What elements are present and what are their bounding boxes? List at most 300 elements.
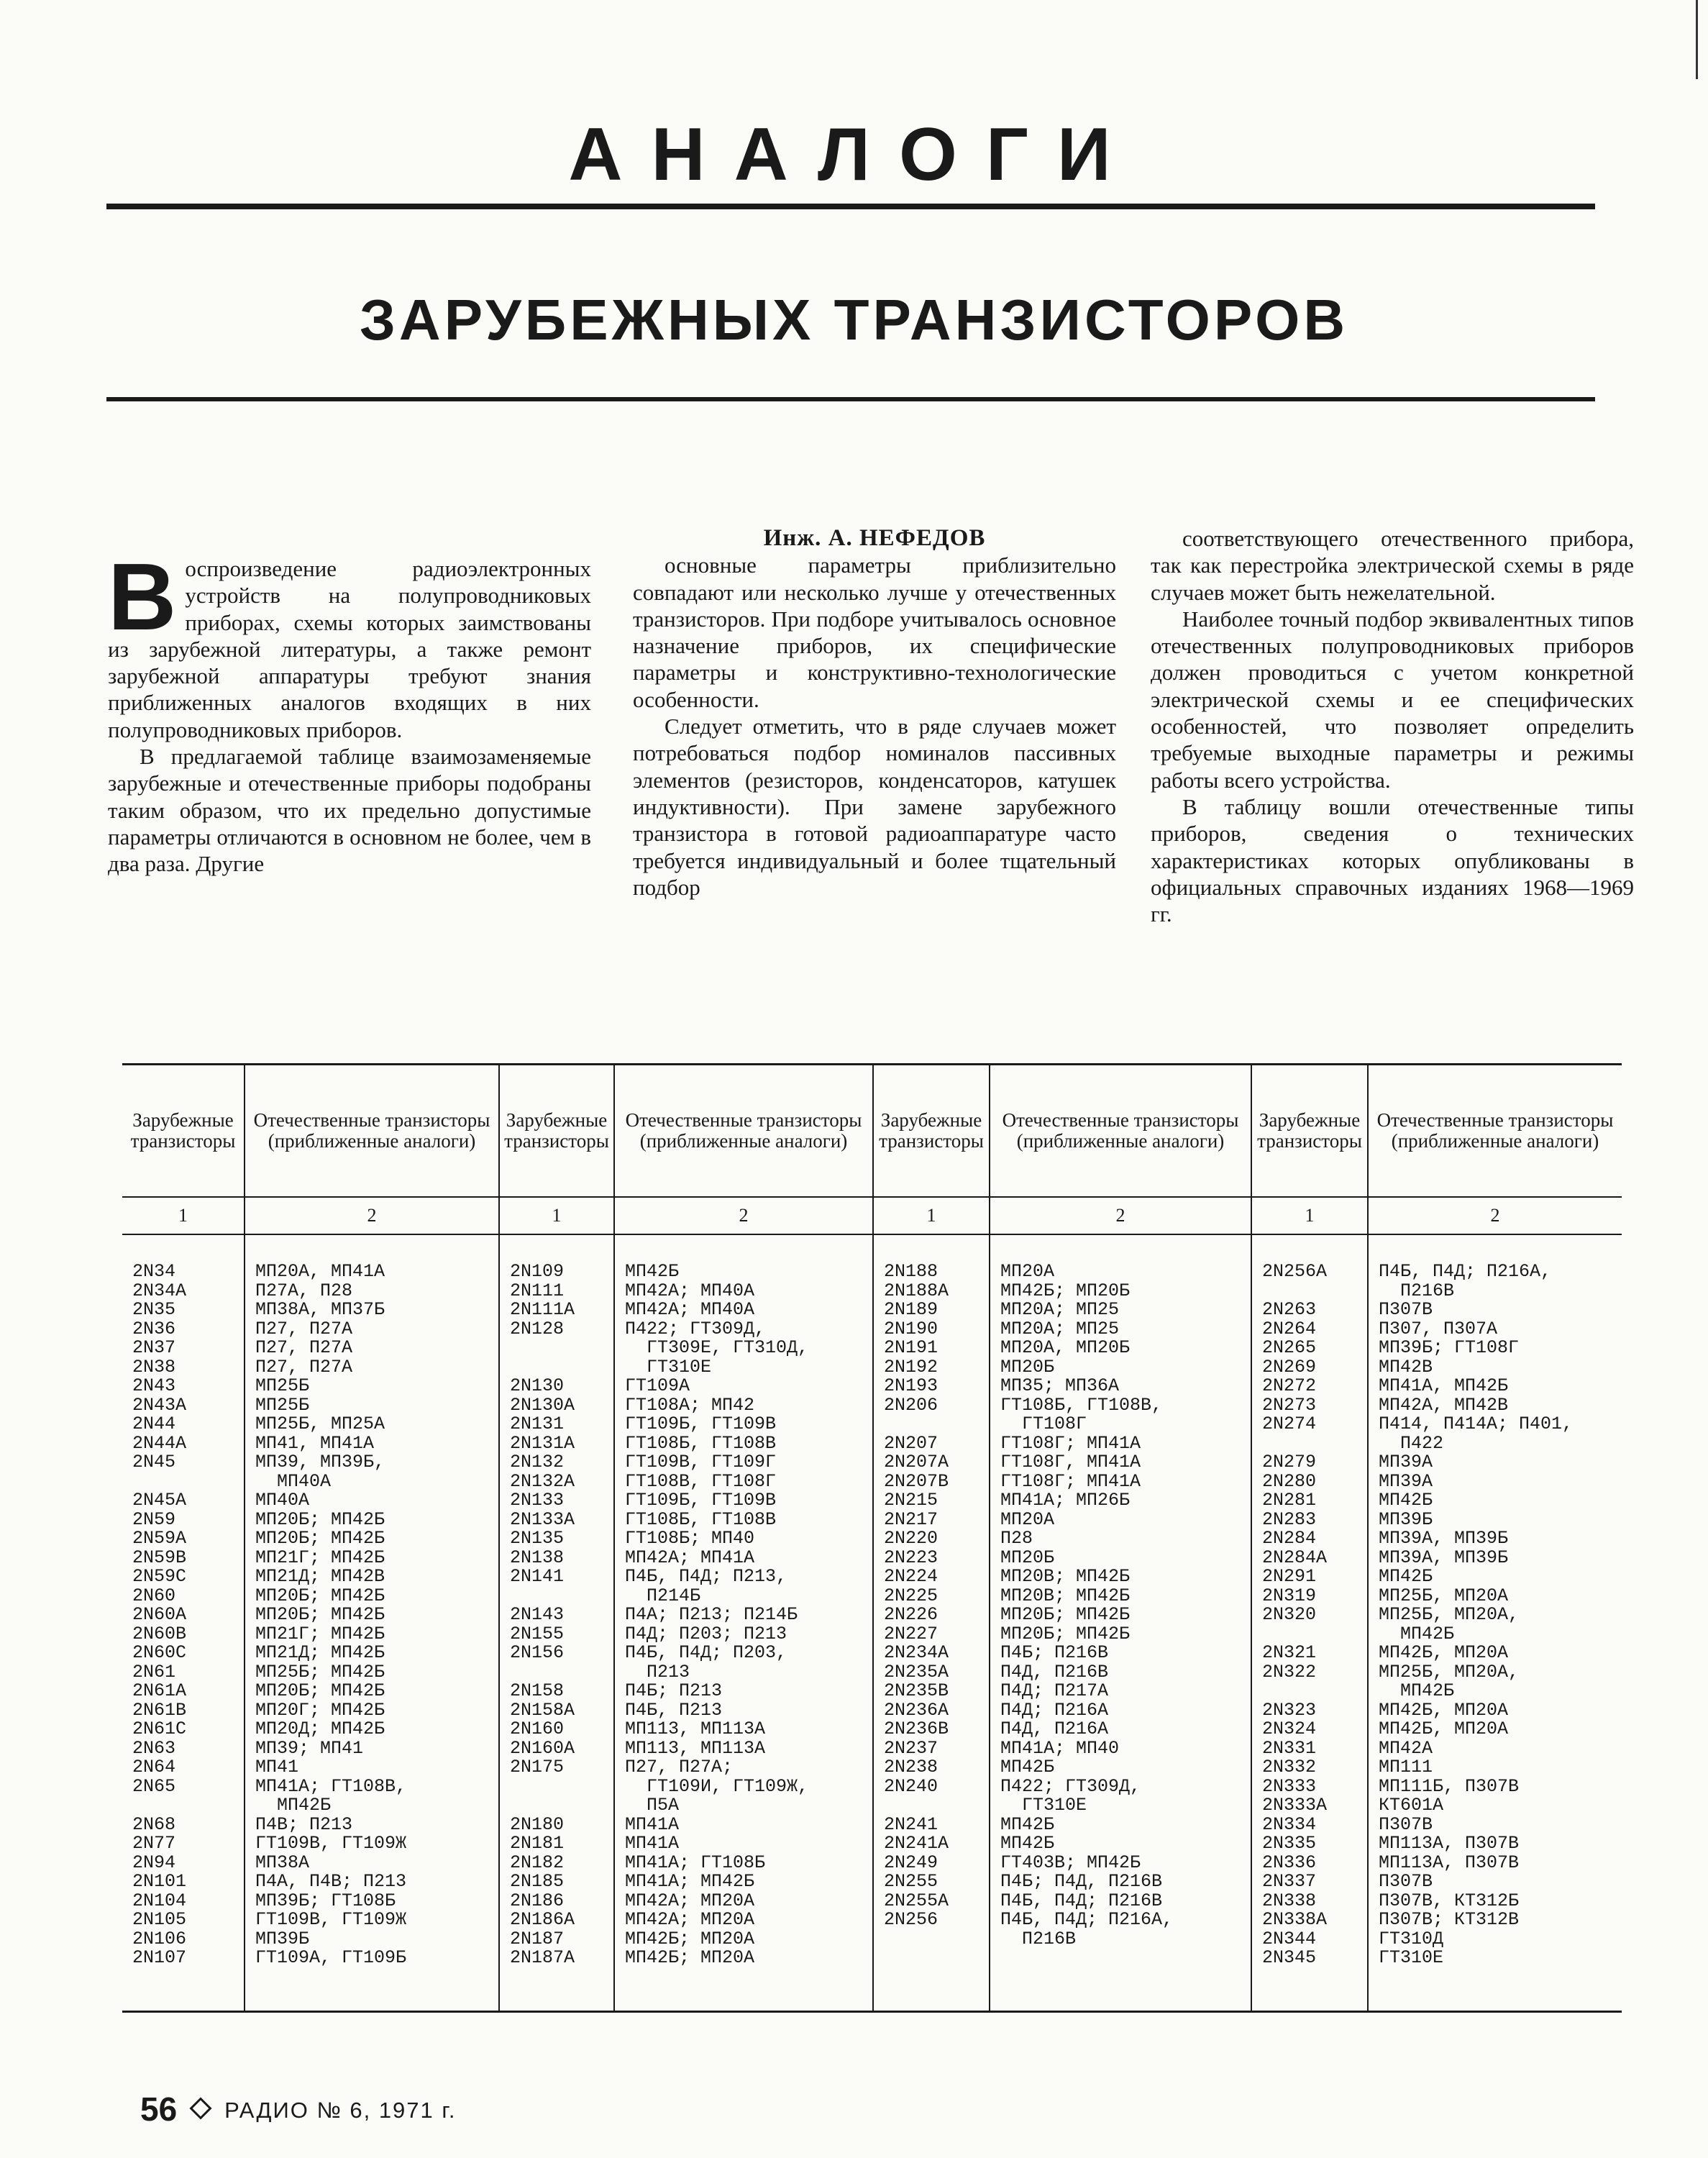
domestic-analog-entry: МП42Б, МП20А (1379, 1701, 1509, 1720)
author-byline: Инж. А. НЕФЕДОВ (763, 525, 986, 551)
foreign-transistor-code: 2N175 (510, 1758, 565, 1777)
foreign-transistor-code: 2N280 (1262, 1472, 1317, 1491)
domestic-analog-entry: МП42Б (625, 1262, 680, 1282)
foreign-transistor-code (132, 1796, 239, 1816)
foreign-transistor-code: 2N61C (132, 1720, 187, 1739)
transistor-analogs-table (122, 1063, 1622, 2013)
title-rule-top (106, 204, 1595, 209)
foreign-codes-cell (873, 1234, 990, 2012)
foreign-transistor-code: 2N323 (1262, 1701, 1317, 1720)
foreign-transistor-code: 2N227 (884, 1624, 939, 1644)
foreign-transistor-code: 2N226 (884, 1606, 939, 1625)
domestic-analog-entry: П28 (1000, 1529, 1033, 1549)
foreign-transistor-code: 2N44 (132, 1415, 176, 1434)
domestic-analog-entry: МП25Б, МП20А, (1379, 1662, 1520, 1682)
header-domestic: Отечественные транзисторы (приближенные аналоги) (245, 1065, 499, 1198)
domestic-analog-entry: П216В (1379, 1281, 1455, 1301)
domestic-analog-entry: П307В, КТ312Б (1379, 1891, 1520, 1911)
foreign-transistor-code: 2N158 (510, 1682, 565, 1701)
table-header-row (122, 1065, 1622, 1198)
header-foreign: Зарубежные транзисторы (122, 1065, 245, 1198)
foreign-transistor-code: 2N338A (1262, 1911, 1328, 1930)
domestic-analog-entry: МП42А; МП20А (625, 1911, 755, 1930)
foreign-transistor-code: 2N132 (510, 1453, 565, 1472)
article-column-2 (633, 525, 1116, 901)
domestic-analog-entry: ГТ109И, ГТ109Ж, (625, 1777, 809, 1796)
domestic-analog-entry: МП20Б; МП42Б (255, 1586, 385, 1606)
domestic-analog-entry: П4Б, П4Д; П216В (1000, 1891, 1163, 1911)
foreign-transistor-code: 2N131 (510, 1415, 565, 1434)
foreign-transistor-code: 2N45 (132, 1453, 176, 1472)
foreign-transistor-code: 2N63 (132, 1739, 176, 1758)
domestic-analog-entry: МП39Б (255, 1929, 310, 1949)
foreign-transistor-code: 2N256A (1262, 1262, 1328, 1282)
foreign-transistor-code: 2N60B (132, 1624, 187, 1644)
table-column-numbers-row (122, 1197, 1622, 1234)
foreign-transistor-code: 2N132A (510, 1472, 575, 1491)
article-paragraph: Следует отметить, что в ряде случаев может потребоваться подбор номиналов пассивных элементов (резисторов, конденсаторов, катушек индуктивности). При замене зарубежного транзистора в готовой радиоаппаратуре часто требуется индивидуальный и более тщательный подбор (633, 714, 1116, 900)
foreign-transistor-code: 2N60A (132, 1606, 187, 1625)
foreign-transistor-code: 2N220 (884, 1529, 939, 1549)
foreign-transistor-code (510, 1796, 609, 1816)
foreign-transistor-code: 2N207 (884, 1434, 939, 1453)
foreign-transistor-code: 2N191 (884, 1339, 939, 1358)
domestic-analog-entry: МП41А, МП42Б (1379, 1377, 1509, 1396)
domestic-analog-entry: ГТ108Б, ГТ108В (625, 1510, 777, 1529)
foreign-transistor-code: 2N155 (510, 1624, 565, 1644)
domestic-analog-entry: МП41А; МП42Б (625, 1872, 755, 1892)
page-footer (140, 2090, 457, 2129)
domestic-analog-entry: П4Д; П203; П213 (625, 1624, 787, 1644)
domestic-analog-entry: МП42Б (1379, 1491, 1433, 1511)
domestic-analog-entry: ГТ108Г (1000, 1415, 1087, 1434)
domestic-analog-entry: МП42А; МП20А (625, 1891, 755, 1911)
foreign-transistor-code: 2N240 (884, 1777, 939, 1796)
domestic-analog-entry: МП42Б; МП20Б (1000, 1281, 1131, 1301)
domestic-analog-entry: МП20Б (1000, 1548, 1055, 1567)
drop-cap: В (108, 544, 177, 650)
domestic-analog-entry: МП25Б (255, 1377, 310, 1396)
domestic-analog-entry: МП113, МП113А (625, 1739, 766, 1758)
domestic-analog-entry: МП20А; МП25 (1000, 1319, 1120, 1339)
domestic-analog-entry: ГТ108Г, МП41А (1000, 1453, 1141, 1472)
domestic-analog-entry: ГТ403В; МП42Б (1000, 1853, 1141, 1872)
domestic-analog-entry: МП42Б; МП20А (625, 1929, 755, 1949)
foreign-transistor-code: 2N128 (510, 1319, 565, 1339)
foreign-transistor-code (1262, 1625, 1363, 1644)
foreign-transistor-code: 2N130 (510, 1377, 565, 1396)
domestic-analog-entry: МП42Б (1000, 1834, 1055, 1854)
foreign-transistor-code: 2N186A (510, 1911, 575, 1930)
domestic-analog-entry: П422; ГТ309Д, (1000, 1777, 1141, 1796)
domestic-analog-entry: ГТ108Г; МП41А (1000, 1472, 1141, 1491)
foreign-transistor-code: 2N236B (884, 1720, 949, 1739)
foreign-transistor-code: 2N36 (132, 1319, 176, 1339)
title-analogi: АНАЛОГИ (568, 113, 1140, 196)
domestic-analog-entry: П4Б; П4Д, П216В (1000, 1872, 1163, 1892)
domestic-analogs-cell (990, 1234, 1251, 2012)
foreign-transistor-code: 2N37 (132, 1339, 176, 1358)
domestic-analog-entry: ГТ108А; МП42 (625, 1396, 755, 1415)
domestic-analog-entry: КТ601А (1379, 1796, 1444, 1816)
domestic-analog-entry: П307, П307А (1379, 1319, 1498, 1339)
domestic-analog-entry: МП25Б, МП20А, (1379, 1606, 1520, 1625)
column-number: 2 (614, 1197, 873, 1234)
domestic-analog-entry: МП20Г; МП42Б (255, 1701, 385, 1720)
foreign-codes-cell (122, 1234, 245, 2012)
foreign-transistor-code: 2N217 (884, 1510, 939, 1529)
domestic-analog-entry: П27, П27А (255, 1339, 353, 1358)
column-number: 1 (122, 1197, 245, 1234)
foreign-transistor-code: 2N272 (1262, 1377, 1317, 1396)
foreign-transistor-code: 2N64 (132, 1758, 176, 1777)
foreign-transistor-code: 2N94 (132, 1853, 176, 1872)
foreign-transistor-code: 2N35 (132, 1301, 176, 1320)
domestic-analog-entry: П4А; П213; П214Б (625, 1606, 798, 1625)
foreign-transistor-code: 2N104 (132, 1891, 187, 1911)
foreign-transistor-code (510, 1777, 609, 1797)
foreign-transistor-code: 2N193 (884, 1377, 939, 1396)
foreign-transistor-code (884, 1796, 985, 1816)
journal-issue: РАДИО № 6, 1971 г. (224, 2098, 457, 2123)
foreign-transistor-code: 2N65 (132, 1777, 176, 1796)
foreign-transistor-code (1262, 1682, 1363, 1701)
foreign-transistor-code: 2N190 (884, 1319, 939, 1339)
foreign-transistor-code: 2N60C (132, 1644, 187, 1663)
foreign-transistor-code: 2N264 (1262, 1319, 1317, 1339)
domestic-analog-entry: П214Б (625, 1586, 701, 1606)
domestic-analog-entry: МП25Б; МП42Б (255, 1662, 385, 1682)
foreign-transistor-code: 2N160 (510, 1720, 565, 1739)
foreign-transistor-code: 2N180 (510, 1815, 565, 1834)
diamond-icon (190, 2097, 212, 2119)
column-number: 1 (499, 1197, 614, 1234)
article-paragraph: основные параметры приблизительно совпадают или несколько лучше у отечественных транзисторов. При подборе учитывалось основное назначение приборов, их специфические параметры и конструктивно-технологические особенности. (633, 552, 1116, 712)
foreign-transistor-code: 2N182 (510, 1853, 565, 1872)
foreign-transistor-code: 2N105 (132, 1911, 187, 1930)
foreign-transistor-code: 2N111 (510, 1281, 565, 1301)
domestic-analog-entry: ГТ109В, ГТ109Ж (255, 1911, 407, 1930)
domestic-analog-entry: МП113А, П307В (1379, 1853, 1520, 1872)
header-domestic: Отечественные транзисторы (приближенные аналоги) (1368, 1065, 1622, 1198)
foreign-transistor-code: 2N133A (510, 1510, 575, 1529)
domestic-analog-entry: П27, П27А (255, 1357, 353, 1377)
foreign-transistor-code: 2N60 (132, 1586, 176, 1606)
foreign-transistor-code: 2N158A (510, 1701, 575, 1720)
domestic-analog-entry: ГТ310Е (1379, 1949, 1444, 1968)
domestic-analog-entry: МП42Б (1379, 1682, 1455, 1701)
foreign-transistor-code: 2N338 (1262, 1891, 1317, 1911)
foreign-transistor-code (510, 1587, 609, 1606)
column-number: 2 (990, 1197, 1251, 1234)
domestic-analog-entry: МП20Д; МП42Б (255, 1720, 385, 1739)
domestic-analog-entry: МП42Б (1000, 1758, 1055, 1777)
domestic-analog-entry: П27А, П28 (255, 1281, 353, 1301)
domestic-analog-entry: МП39А (1379, 1453, 1433, 1472)
foreign-transistor-code: 2N160A (510, 1739, 575, 1758)
foreign-transistor-code: 2N43A (132, 1396, 187, 1415)
foreign-transistor-code: 2N59C (132, 1567, 187, 1587)
foreign-transistor-code: 2N345 (1262, 1949, 1317, 1968)
foreign-transistor-code: 2N61 (132, 1662, 176, 1682)
domestic-analog-entry: П307В; КТ312В (1379, 1911, 1520, 1930)
domestic-analog-entry: МП39Б (1379, 1510, 1433, 1529)
foreign-transistor-code: 2N59 (132, 1510, 176, 1529)
domestic-analog-entry: МП25Б, МП25А (255, 1415, 385, 1434)
foreign-transistor-code (1262, 1434, 1363, 1454)
domestic-analog-entry: МП20А (1000, 1262, 1055, 1282)
domestic-analog-entry: МП41А; МП40 (1000, 1739, 1120, 1758)
foreign-transistor-code: 2N109 (510, 1262, 565, 1282)
foreign-transistor-code: 2N186 (510, 1891, 565, 1911)
column-number: 2 (1368, 1197, 1622, 1234)
domestic-analog-entry: МП41А (625, 1815, 680, 1834)
foreign-transistor-code: 2N224 (884, 1567, 939, 1587)
domestic-analog-entry: П4Б, П4Д; П203, (625, 1644, 787, 1663)
foreign-transistor-code: 2N77 (132, 1834, 176, 1854)
domestic-analog-entry: П4Б, П4Д; П213, (625, 1567, 787, 1587)
domestic-analog-entry: П4Б; П213 (625, 1682, 723, 1701)
foreign-transistor-code: 2N187A (510, 1949, 575, 1968)
domestic-analog-entry: МП42В (1379, 1357, 1433, 1377)
domestic-analog-entry: П4Б; П216В (1000, 1644, 1109, 1663)
domestic-analog-entry: П4Д; П217А (1000, 1682, 1109, 1701)
foreign-transistor-code: 2N34A (132, 1281, 187, 1301)
domestic-analog-entry: МП21Д; МП42Б (255, 1644, 385, 1663)
domestic-analog-entry: МП42А; МП40А (625, 1281, 755, 1301)
domestic-analog-entry: МП41А; МП26Б (1000, 1491, 1131, 1511)
column-number: 1 (1251, 1197, 1368, 1234)
article-paragraph: оспроизведение радиоэлектронных устройств на полупроводниковых приборах, схемы которых заимствованы из зарубежной литературы, а также ремонт зарубежной аппаратуры требуют знания приближенных аналогов входящих в них полупроводниковых приборов. (108, 556, 591, 742)
foreign-transistor-code: 2N335 (1262, 1834, 1317, 1854)
domestic-analog-entry: П307В (1379, 1301, 1433, 1320)
domestic-analog-entry: ГТ108Б, ГТ108В (625, 1434, 777, 1453)
foreign-transistor-code: 2N241A (884, 1834, 949, 1854)
domestic-analogs-cell (614, 1234, 873, 2012)
article-column-3 (1151, 525, 1634, 927)
foreign-transistor-code: 2N265 (1262, 1339, 1317, 1358)
domestic-analog-entry: МП41А; ГТ108Б (625, 1853, 766, 1872)
foreign-transistor-code: 2N274 (1262, 1415, 1317, 1434)
foreign-transistor-code: 2N273 (1262, 1396, 1317, 1415)
foreign-transistor-code (132, 1472, 239, 1492)
domestic-analog-entry: П307В (1379, 1872, 1433, 1892)
header-foreign: Зарубежные транзисторы (873, 1065, 990, 1198)
domestic-analog-entry: МП42Б (1379, 1624, 1455, 1644)
foreign-transistor-code: 2N61B (132, 1701, 187, 1720)
domestic-analog-entry: ГТ309Е, ГТ310Д, (625, 1339, 809, 1358)
foreign-transistor-code: 2N61A (132, 1682, 187, 1701)
foreign-transistor-code: 2N43 (132, 1377, 176, 1396)
foreign-codes-cell (1251, 1234, 1368, 2012)
domestic-analog-entry: П4Б, П213 (625, 1701, 723, 1720)
domestic-analog-entry: МП111 (1379, 1758, 1433, 1777)
domestic-analog-entry: МП40А (255, 1491, 310, 1511)
domestic-analog-entry: МП42Б (255, 1796, 332, 1816)
domestic-analog-entry: МП41 (255, 1758, 299, 1777)
foreign-transistor-code (510, 1339, 609, 1358)
table-body-row (122, 1234, 1622, 2012)
foreign-transistor-code: 2N59A (132, 1529, 187, 1549)
domestic-analog-entry: П4В; П213 (255, 1815, 353, 1834)
foreign-transistor-code: 2N234A (884, 1644, 949, 1663)
domestic-analog-entry: П4Д, П216А (1000, 1720, 1109, 1739)
domestic-analog-entry: МП41А; ГТ108В, (255, 1777, 407, 1796)
domestic-analog-entry: П414, П414А; П401, (1379, 1415, 1574, 1434)
domestic-analog-entry: МП39Б; ГТ108Б (255, 1891, 396, 1911)
domestic-analog-entry: П4Б, П4Д; П216А, (1379, 1262, 1552, 1282)
domestic-analog-entry: П4Д; П216А (1000, 1701, 1109, 1720)
domestic-analog-entry: МП39; МП41 (255, 1739, 364, 1758)
domestic-analog-entry: МП20А, МП41А (255, 1262, 385, 1282)
domestic-analog-entry: ГТ109А, ГТ109Б (255, 1949, 407, 1968)
domestic-analog-entry: ГТ108Б, ГТ108В, (1000, 1396, 1163, 1415)
domestic-analog-entry: МП42Б (1000, 1815, 1055, 1834)
foreign-transistor-code: 2N333A (1262, 1796, 1328, 1816)
domestic-analog-entry: ГТ109А (625, 1377, 690, 1396)
domestic-analog-entry: МП42Б, МП20А (1379, 1644, 1509, 1663)
column-number: 2 (245, 1197, 499, 1234)
foreign-codes-cell (499, 1234, 614, 2012)
foreign-transistor-code: 2N263 (1262, 1301, 1317, 1320)
foreign-transistor-code: 2N101 (132, 1872, 187, 1892)
domestic-analog-entry: ГТ109Б, ГТ109В (625, 1491, 777, 1511)
foreign-transistor-code: 2N256 (884, 1911, 939, 1930)
page-number: 56 (140, 2090, 178, 2128)
foreign-transistor-code: 2N68 (132, 1815, 176, 1834)
domestic-analog-entry: МП42Б (1379, 1567, 1433, 1587)
domestic-analog-entry: ГТ108Г; МП41А (1000, 1434, 1141, 1453)
domestic-analog-entry: МП39А, МП39Б (1379, 1529, 1509, 1549)
foreign-transistor-code: 2N215 (884, 1491, 939, 1511)
foreign-transistor-code: 2N269 (1262, 1357, 1317, 1377)
domestic-analog-entry: МП42А; МП41А (625, 1548, 755, 1567)
foreign-transistor-code (510, 1663, 609, 1683)
domestic-analog-entry: МП42А, МП42В (1379, 1396, 1509, 1415)
foreign-transistor-code (884, 1415, 985, 1434)
domestic-analog-entry: ГТ109В, ГТ109Ж (255, 1834, 407, 1854)
domestic-analog-entry: П422 (1379, 1434, 1444, 1453)
domestic-analog-entry: МП39А (1379, 1472, 1433, 1491)
foreign-transistor-code: 2N223 (884, 1548, 939, 1567)
foreign-transistor-code: 2N236A (884, 1701, 949, 1720)
foreign-transistor-code: 2N156 (510, 1644, 565, 1663)
domestic-analog-entry: П4Д, П216В (1000, 1662, 1109, 1682)
domestic-analog-entry: П27, П27А (255, 1319, 353, 1339)
domestic-analog-entry: ГТ310Е (1000, 1796, 1087, 1816)
domestic-analog-entry: МП21Д; МП42В (255, 1567, 385, 1587)
foreign-transistor-code: 2N106 (132, 1929, 187, 1949)
header-domestic: Отечественные транзисторы (приближенные аналоги) (990, 1065, 1251, 1198)
domestic-analog-entry: МП40А (255, 1472, 332, 1491)
domestic-analog-entry: МП21Г; МП42Б (255, 1548, 385, 1567)
foreign-transistor-code: 2N45A (132, 1491, 187, 1511)
domestic-analog-entry: П213 (625, 1662, 690, 1682)
domestic-analog-entry: МП20В; МП42Б (1000, 1586, 1131, 1606)
foreign-transistor-code: 2N255 (884, 1872, 939, 1892)
column-number: 1 (873, 1197, 990, 1234)
domestic-analog-entry: МП41, МП41А (255, 1434, 375, 1453)
domestic-analogs-cell (1368, 1234, 1622, 2012)
foreign-transistor-code: 2N320 (1262, 1606, 1317, 1625)
foreign-transistor-code: 2N284A (1262, 1548, 1328, 1567)
foreign-transistor-code: 2N322 (1262, 1662, 1317, 1682)
domestic-analogs-cell (245, 1234, 499, 2012)
foreign-transistor-code: 2N281 (1262, 1491, 1317, 1511)
domestic-analog-entry: МП113А, П307В (1379, 1834, 1520, 1854)
domestic-analog-entry: МП42Б, МП20А (1379, 1720, 1509, 1739)
domestic-analog-entry: МП20Б (1000, 1357, 1055, 1377)
foreign-transistor-code: 2N279 (1262, 1453, 1317, 1472)
foreign-transistor-code: 2N324 (1262, 1720, 1317, 1739)
domestic-analog-entry: МП20Б; МП42Б (1000, 1624, 1131, 1644)
domestic-analog-entry: МП20В; МП42Б (1000, 1567, 1131, 1587)
domestic-analog-entry: МП113, МП113А (625, 1720, 766, 1739)
foreign-transistor-code: 2N107 (132, 1949, 187, 1968)
foreign-transistor-code: 2N283 (1262, 1510, 1317, 1529)
foreign-transistor-code: 2N34 (132, 1262, 176, 1282)
foreign-transistor-code: 2N235B (884, 1682, 949, 1701)
article-paragraph: Наиболее точный подбор эквивалентных типов отечественных полупроводниковых приборов должен проводиться с учетом конкретной электрической схемы и ее специфических особенностей, что позволяет определить требуемые выходные параметры и режимы работы всего устройства. (1151, 606, 1634, 793)
domestic-analog-entry: МП38А, МП37Б (255, 1301, 385, 1320)
foreign-transistor-code: 2N187 (510, 1929, 565, 1949)
domestic-analog-entry: МП20А, МП20Б (1000, 1339, 1131, 1358)
foreign-transistor-code: 2N138 (510, 1548, 565, 1567)
domestic-analog-entry: МП39, МП39Б, (255, 1453, 385, 1472)
foreign-transistor-code: 2N334 (1262, 1815, 1317, 1834)
foreign-transistor-code: 2N38 (132, 1357, 176, 1377)
foreign-transistor-code: 2N241 (884, 1815, 939, 1834)
domestic-analog-entry: ГТ310Д (1379, 1929, 1444, 1949)
foreign-transistor-code: 2N188 (884, 1262, 939, 1282)
page-edge-line (1696, 0, 1698, 79)
domestic-analog-entry: МП35; МП36А (1000, 1377, 1120, 1396)
foreign-transistor-code: 2N135 (510, 1529, 565, 1549)
header-domestic: Отечественные транзисторы (приближенные аналоги) (614, 1065, 873, 1198)
foreign-transistor-code: 2N333 (1262, 1777, 1317, 1796)
foreign-transistor-code: 2N344 (1262, 1929, 1317, 1949)
foreign-transistor-code: 2N332 (1262, 1758, 1317, 1777)
foreign-transistor-code: 2N319 (1262, 1586, 1317, 1606)
foreign-transistor-code: 2N255A (884, 1891, 949, 1911)
foreign-transistor-code: 2N337 (1262, 1872, 1317, 1892)
foreign-transistor-code: 2N225 (884, 1586, 939, 1606)
domestic-analog-entry: П27, П27А; (625, 1758, 734, 1777)
foreign-transistor-code: 2N207A (884, 1453, 949, 1472)
domestic-analog-entry: МП20Б; МП42Б (255, 1510, 385, 1529)
article-paragraph: соответствующего отечественного прибора, так как перестройка электрической схемы в ряде случаев может быть нежелательной. (1151, 526, 1634, 605)
foreign-transistor-code: 2N141 (510, 1567, 565, 1587)
foreign-transistor-code: 2N235A (884, 1662, 949, 1682)
foreign-transistor-code: 2N192 (884, 1357, 939, 1377)
domestic-analog-entry: МП38А (255, 1853, 310, 1872)
domestic-analog-entry: МП41А (625, 1834, 680, 1854)
domestic-analog-entry: МП42А; МП40А (625, 1301, 755, 1320)
domestic-analog-entry: МП20А (1000, 1510, 1055, 1529)
foreign-transistor-code: 2N111A (510, 1301, 575, 1320)
foreign-transistor-code: 2N249 (884, 1853, 939, 1872)
foreign-transistor-code: 2N284 (1262, 1529, 1317, 1549)
domestic-analog-entry: П4Б, П4Д; П216А, (1000, 1911, 1174, 1930)
foreign-transistor-code (1262, 1282, 1363, 1301)
header-foreign: Зарубежные транзисторы (499, 1065, 614, 1198)
foreign-transistor-code: 2N131A (510, 1434, 575, 1453)
domestic-analog-entry: МП20Б; МП42Б (255, 1606, 385, 1625)
domestic-analog-entry: МП20Б; МП42Б (255, 1682, 385, 1701)
foreign-transistor-code: 2N130A (510, 1396, 575, 1415)
domestic-analog-entry: П4А, П4В; П213 (255, 1872, 407, 1892)
foreign-transistor-code: 2N133 (510, 1491, 565, 1511)
